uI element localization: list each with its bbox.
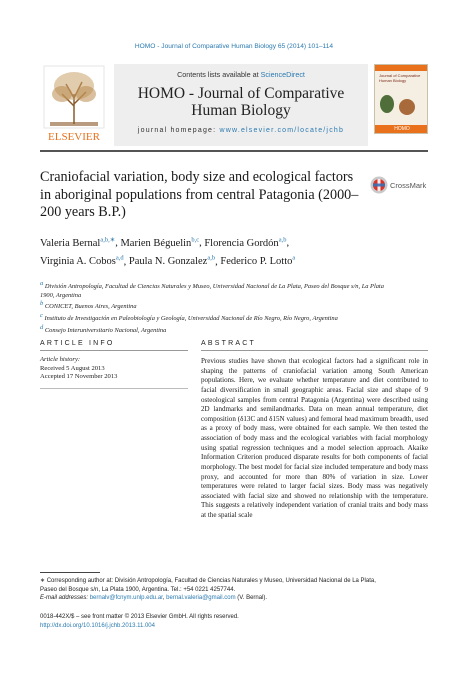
abstract-text: Previous studies have shown that ecological factors had a significant role in shaping the patterns of craniofacial variation among South American populations. Here, we evaluate whether temperature and diet contributed to facial diversification in small geographic areas. Facial size and shape of 9 osteological samples from central Patagonia (Argentina) were described using 2D landmarks and semilandmarks. Data on mean annual temperature, diet composition (δ13C and δ15N values) and femoral head maximum breadth, used as a proxy of body mass, were obtained for each sample. We then tested the association of body mass and the ecological variables with facial morphology using spatial regression techniques and a model selection approach. Akaike Information Criterion produced disparate results for both components of facial morphology. The best model for facial size included temperature and body mass proxy, and accounted for more than 80% of variation in size. Lower temperatures were related to larger facial sizes. Body mass was negatively associated with facial size and showed no relationship with the temperature. This suggests a relatively independent variation of cranial traits and body mass at the spatial scale <box>201 357 428 519</box>
elsevier-logo[interactable] <box>40 64 108 146</box>
article-info-rule <box>40 350 188 351</box>
crossmark-badge[interactable] <box>370 176 432 194</box>
history-label: Article history: <box>40 356 81 363</box>
crossmark-icon <box>370 176 432 194</box>
journal-cover-thumbnail[interactable] <box>374 64 428 134</box>
history-rule <box>40 388 188 389</box>
author-list: Valeria Bernal$^{a,b,∗}$, Marien Béguelin$^{b,c}$, Florencia Gordón$^{a,b}$, Virginia A. Cobos$^{a,d}$, Paula N. Gonzalez$^{a,b}$, Federico P. Lotto$^a$ <box>40 236 296 267</box>
journal-banner <box>40 64 428 146</box>
affiliation: $^c$ Instituto de Investigación en Paleobiología y Geología, Universidad Nacional de Río Negro, Río Negro, Argentina <box>40 312 338 323</box>
cover-figure-icon <box>380 95 394 113</box>
journal-title[interactable]: HOMO - Journal of Comparative Human Biology <box>137 85 345 119</box>
corresponding-author-footnote: ∗ Corresponding author at: División Antropología, Facultad de Ciencias Naturales y Museo, Universidad Nacional de La Plata, Paseo del Bosque s/n, La Plata 1900, Argentina. Tel.: +54 0221 4257744. E-mail addresses: bernalv@fcnym.unlp.edu.ar, bernal.valeria@gmail.com (V. Bernal). <box>40 578 376 602</box>
article-title: Craniofacial variation, body size and ecological factors in aboriginal populations from central Patagonia (2000–200 years B.P.) <box>40 169 359 220</box>
author[interactable]: Marien Béguelin$^{b,c}$ <box>120 236 200 249</box>
contents-line: Contents lists available at ScienceDirect <box>177 70 305 79</box>
affiliation: $^b$ CONICET, Buenos Aires, Argentina <box>40 300 137 311</box>
sciencedirect-link[interactable]: ScienceDirect <box>260 70 305 79</box>
journal-homepage: journal homepage: www.elsevier.com/locate/jchb <box>137 127 345 134</box>
author[interactable]: Federico P. Lotto$^a$ <box>220 254 296 267</box>
svg-text:CrossMark: CrossMark <box>390 181 427 190</box>
author[interactable]: Virginia A. Cobos$^{a,d}$ <box>40 254 124 267</box>
affiliation: $^d$ Consejo Interuniversitario Nacional, Argentina <box>40 323 167 334</box>
author[interactable]: Valeria Bernal$^{a,b,∗}$ <box>40 236 116 249</box>
affiliation: $^a$ División Antropología, Facultad de Ciencias Naturales y Museo, Universidad Nacional de La Plata, Paseo del Bosque s/n, La Plata 1900, Argentina <box>40 280 384 299</box>
accepted-date: Accepted 17 November 2013 <box>40 373 118 381</box>
banner-rule <box>40 150 428 152</box>
issn-line: 0018-442X/$ – see front matter © 2013 Elsevier GmbH. All rights reserved. <box>40 614 239 620</box>
cover-brand: HOMO <box>375 125 428 133</box>
footnote-rule <box>40 572 100 573</box>
email-link[interactable]: bernalv@fcnym.unlp.edu.ar <box>89 595 163 602</box>
cover-figure-icon <box>399 99 415 115</box>
abstract-heading: ABSTRACT <box>201 340 256 347</box>
abstract-rule <box>201 350 428 351</box>
affiliations <box>40 280 390 335</box>
elsevier-tree-icon <box>40 64 108 146</box>
author[interactable]: Florencia Gordón$^{a,b}$ <box>204 236 287 249</box>
author[interactable]: Paula N. Gonzalez$^{a,b}$ <box>128 254 216 267</box>
article-info-heading: ARTICLE INFO <box>40 340 115 347</box>
elsevier-wordmark: ELSEVIER <box>48 131 100 143</box>
page-footer <box>40 613 340 630</box>
received-date: Received 5 August 2013 <box>40 364 105 372</box>
doi-link[interactable]: http://dx.doi.org/10.1016/j.jchb.2013.11.004 <box>40 622 155 629</box>
journal-homepage-link[interactable]: www.elsevier.com/locate/jchb <box>219 127 345 134</box>
running-head[interactable]: HOMO - Journal of Comparative Human Biology 65 (2014) 101–114 <box>134 43 334 50</box>
article-history <box>40 356 188 382</box>
email-link[interactable]: bernal.valeria@gmail.com <box>166 595 236 602</box>
cover-title: Journal of Comparative Human Biology <box>379 73 421 83</box>
